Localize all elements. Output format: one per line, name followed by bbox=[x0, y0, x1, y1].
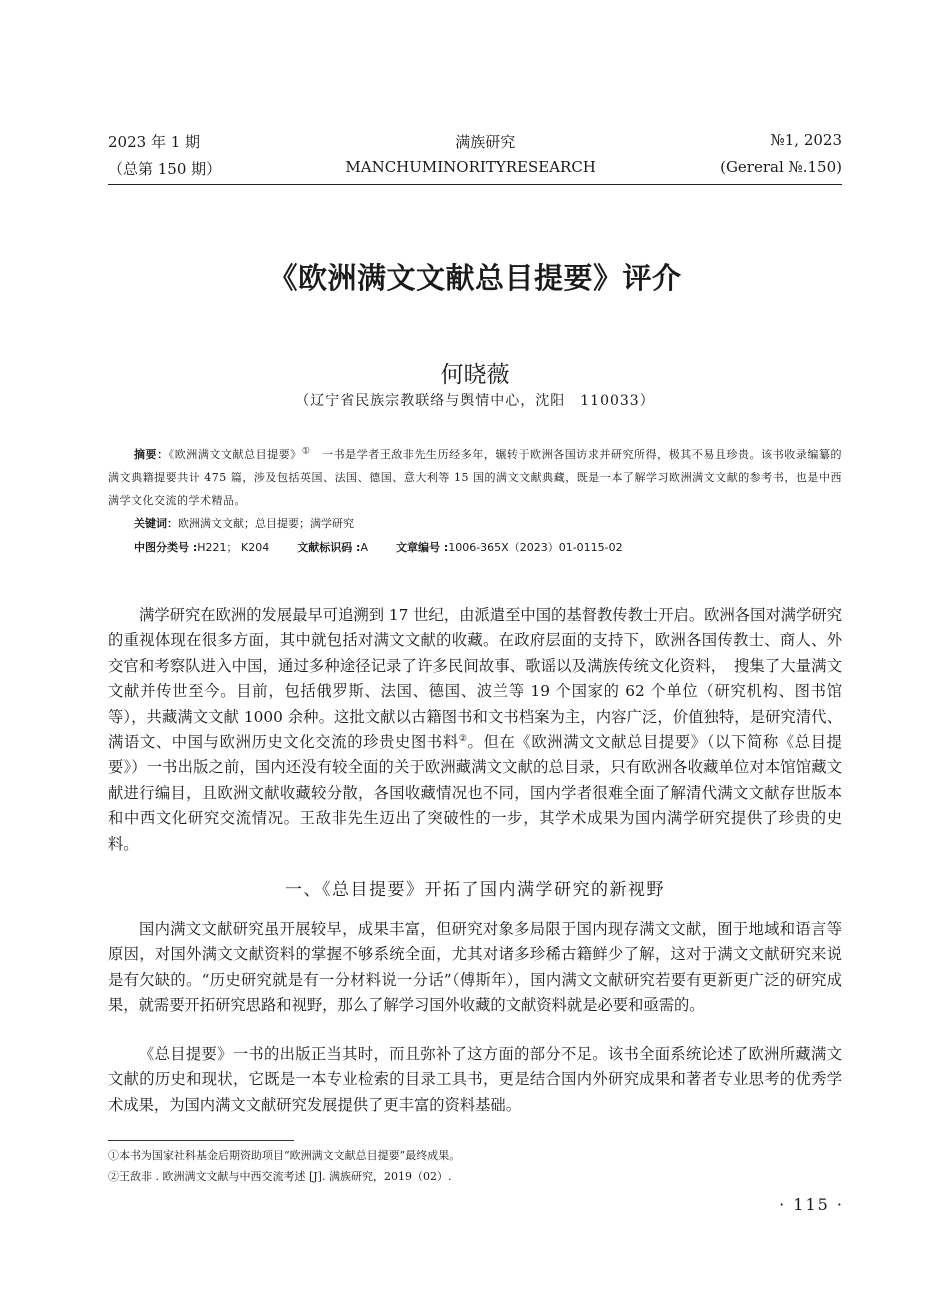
abstract-label: 摘要： bbox=[134, 448, 169, 461]
running-header-line-2 bbox=[108, 158, 842, 179]
footnote-ref-2[interactable]: ② bbox=[458, 733, 468, 744]
p1-text-b: 。但在《欧洲满文文献总目提要》（以下简称《总目提要》）一书出版之前，国内还没有较全面的关于欧洲藏满文文献的总目录，只有欧洲各收藏单位对本馆馆藏文献进行编目，且欧洲文献收藏较分散，各国收藏情况也不同，国内学者很难全面了解清代满文文献存世版本和中西文化研究交流情况。王敌非先生迈出了突破性的一步，其学术成果为国内满学研究提供了珍贵的史料。 bbox=[108, 733, 842, 853]
p2-text: 国内满文文献研究虽开展较早，成果丰富，但研究对象多局限于国内现存满文文献，囿于地域和语言等原因，对国外满文文献资料的掌握不够系统全面，尤其对诸多珍稀古籍鲜少了解，这对于满文文献研究来说是有欠缺的。“历史研究就是有一分材料说一分话”（傅斯年），国内满文文献研究若要有更新更广泛的研究成果，就需要开拓研究思路和视野，那么了解学习国外收藏的文献资料就是必要和亟需的。 bbox=[108, 920, 842, 1015]
doc-code-value: A bbox=[360, 541, 368, 554]
running-header-line-1 bbox=[108, 131, 842, 152]
footnote-2: ②王敌非 . 欧洲满文文献与中西交流考述 [J]. 满族研究，2019（02）. bbox=[108, 1170, 452, 1183]
clc-value: H221； K204 bbox=[197, 541, 270, 554]
abstract-text-b: 一书是学者王敌非先生历经多年，辗转于欧洲各国访求并研究所得，极其不易且珍贵。该书收录编纂的满文典籍提要共计 475 篇，涉及包括英国、法国、德国、意大利等 15 国的满文文献典藏，既是一本了解学习欧洲满文文献的参考书，也是中西满学文化交流的学术精品。 bbox=[108, 448, 843, 507]
abstract-text-a: 《欧洲满文文献总目提要》 bbox=[168, 448, 302, 461]
p3-text: 《总目提要》一书的出版正当其时，而且弥补了这方面的部分不足。该书全面系统论述了欧洲所藏满文文献的历史和现状，它既是一本专业检索的目录工具书，更是结合国内外研究成果和著者专业思考的优秀学术成果，为国内满文文献研究发展提供了更丰富的资料基础。 bbox=[108, 1045, 842, 1114]
article-no-value: 1006-365X（2023）01-0115-02 bbox=[448, 541, 623, 554]
body-paragraph-3 bbox=[108, 1042, 842, 1118]
issue-cn: 2023 年 1 期 bbox=[108, 133, 201, 151]
header-divider bbox=[108, 184, 842, 185]
abstract bbox=[108, 443, 842, 512]
keywords bbox=[134, 515, 354, 531]
p1-text-a: 满学研究在欧洲的发展最早可追溯到 17 世纪，由派遣至中国的基督教传教士开启。欧洲各国对满学研究的重视体现在很多方面，其中就包括对满文文献的收藏。在政府层面的支持下，欧洲各国传教士、商人、外交官和考察队进入中国，通过多种途径记录了许多民间故事、歌谣以及满族传统文化资料， 搜集了大量满文文献并传世至今。目前，包括俄罗斯、法国、德国、波兰等 19 个国家的 62 个单位（研究机构、图书馆等），共藏满文文献 1000 余种。这批文献以古籍图书和文书档案为主，内容广泛，价值独特，是研究清代、满语文、中国与欧洲历史文化交流的珍贵史图书料 bbox=[108, 606, 842, 752]
keywords-label: 关键词： bbox=[134, 517, 178, 530]
issue-total-cn: （总第 150 期） bbox=[108, 160, 222, 178]
journal-name-cn: 满族研究 bbox=[455, 133, 516, 151]
clc-label: 中图分类号 : bbox=[134, 541, 198, 554]
classification-line bbox=[134, 539, 623, 555]
issue-en: №1, 2023 bbox=[770, 131, 842, 149]
footnote-divider bbox=[108, 1140, 294, 1141]
doc-code-label: 文献标识码 : bbox=[297, 541, 361, 554]
body-paragraph-2 bbox=[108, 917, 842, 1019]
article-author: 何晓薇 bbox=[440, 362, 510, 388]
article-no-label: 文章编号 : bbox=[395, 541, 449, 554]
author-affiliation: （辽宁省民族宗教联络与舆情中心，沈阳 110033） bbox=[295, 393, 655, 409]
page-number: · 115 · bbox=[779, 1195, 844, 1214]
issue-total-en: (Gereral №.150) bbox=[720, 158, 842, 176]
section-heading-1: 一、《总目提要》开拓了国内满学研究的新视野 bbox=[285, 880, 665, 900]
footnote-ref-1[interactable]: ① bbox=[301, 446, 311, 457]
body-paragraph-1 bbox=[108, 603, 842, 857]
keywords-text: 欧洲满文文献；总目提要；满学研究 bbox=[178, 517, 354, 530]
footnote-1: ①本书为国家社科基金后期资助项目“欧洲满文文献总目提要”最终成果。 bbox=[108, 1149, 461, 1162]
article-title: 《欧洲满文文献总目提要》评介 bbox=[268, 261, 682, 295]
journal-name-en: MANCHUMINORITYRESEARCH bbox=[345, 158, 596, 176]
